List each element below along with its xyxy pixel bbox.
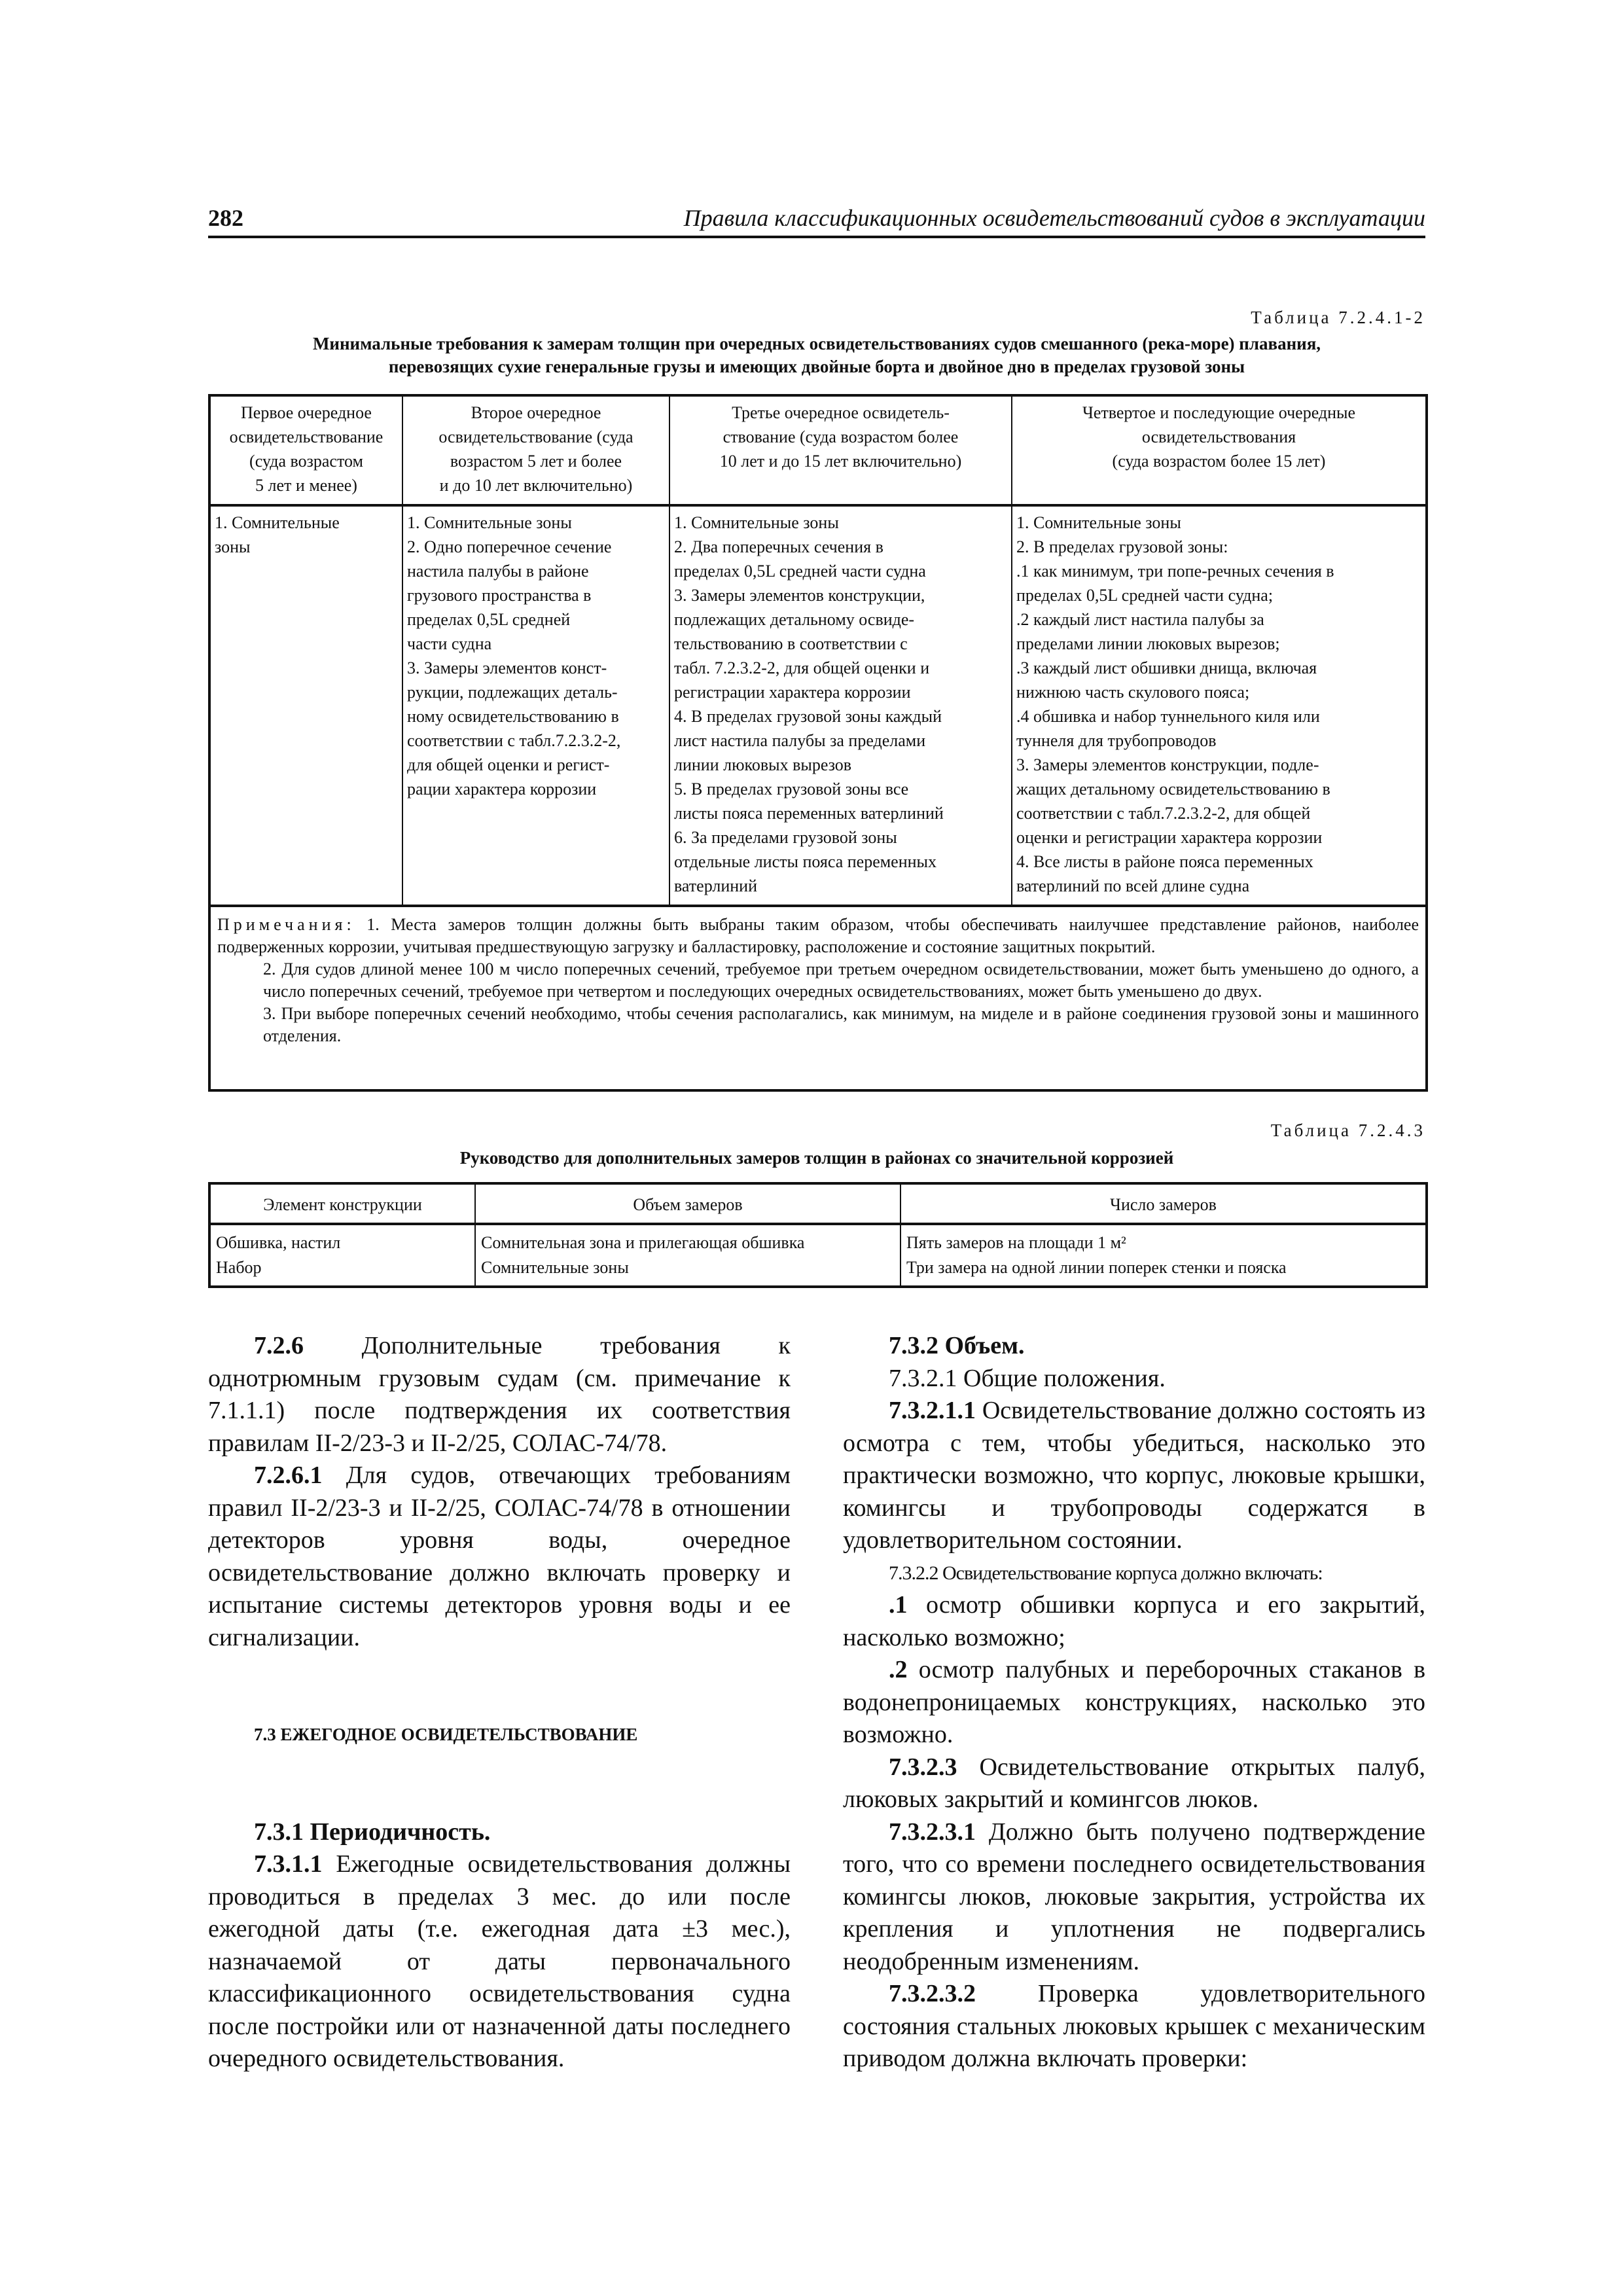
paragraph-7-2-6-1: 7.2.6.1 Для судов, отвечающих требованиям правил II-2/23-3 и II-2/25, СОЛАС-74/78 в отношении детекторов уровня воды, очередное освидетельствование должно включать проверку и испытание системы детекторов уровня воды и ее сигнализации. xyxy=(208,1462,791,1651)
table-notes xyxy=(209,906,1427,1090)
cell-line: отдельные листы пояса переменных xyxy=(674,852,937,871)
spacer xyxy=(208,1654,791,1719)
cell-line: листы пояса переменных ватерлиний xyxy=(674,804,944,823)
cell-line: .1 как минимум, три попе-речных сечения в xyxy=(1016,562,1334,581)
cell-line: для общей оценки и регист- xyxy=(407,755,610,774)
cell-line: и до 10 лет включительно) xyxy=(439,476,633,495)
cell-line: 10 лет и до 15 лет включительно) xyxy=(719,452,962,471)
cell-line: нижнюю часть скулового пояса; xyxy=(1016,683,1250,702)
cell-line: ствование (суда возрастом более xyxy=(722,427,959,446)
paragraph-item-1: .1 осмотр обшивки корпуса и его закрытий, насколько возможно; xyxy=(843,1591,1426,1651)
header-cell-second-survey xyxy=(402,395,669,505)
cell-line: 5 лет и менее) xyxy=(255,476,357,495)
cell-line: (суда возрастом более 15 лет) xyxy=(1112,452,1326,471)
cell-line: (суда возрастом xyxy=(249,452,363,471)
paragraph-7-3-2-3-2: 7.3.2.3.2 Проверка удовлетворительного состояния стальных люковых крышек с механическим приводом должна включать проверки: xyxy=(843,1980,1426,2072)
spacer xyxy=(208,1751,791,1816)
note-1: 1. Места замеров толщин должны быть выбраны таким образом, чтобы обеспечивать наилучшее представление районов, наиболее подверженных коррозии, учитывая предшествующую загрузку и балластировку, расположение и состояние защитных покрытий. xyxy=(217,915,1419,956)
cell-line: Сомнительные зоны xyxy=(481,1258,629,1277)
cell-line: Три замера на одной линии поперек стенки и пояска xyxy=(906,1258,1287,1277)
table-row xyxy=(209,1224,1427,1287)
cell-fourth-survey xyxy=(1012,505,1427,906)
table-header-row xyxy=(209,1183,1427,1224)
cell-line: пределами линии люковых вырезов; xyxy=(1016,634,1280,653)
cell-line: табл. 7.2.3.2-2, для общей оценки и xyxy=(674,658,930,677)
cell-line: пределах 0,5L средней части судна; xyxy=(1016,586,1274,605)
cell-line: Четвертое и последующие очередные xyxy=(1082,403,1356,422)
cell-line: подлежащих детальному освиде- xyxy=(674,610,915,629)
cell-line: 2. Одно поперечное сечение xyxy=(407,537,612,556)
cell-line: соответствии с табл.7.2.3.2-2, для общей xyxy=(1016,804,1311,823)
notes-row xyxy=(209,906,1427,1090)
right-text-column xyxy=(843,1330,1425,2075)
page-number: 282 xyxy=(208,205,243,231)
cell-line: пределах 0,5L средней части судна xyxy=(674,562,926,581)
table1-caption-line1: Минимальные требования к замерам толщин при очередных освидетельствованиях судов смешанного (река-море) плавания, xyxy=(312,334,1321,353)
running-title: Правила классификационных освидетельствований судов в эксплуатации xyxy=(683,205,1425,231)
cell-line: ватерлиний xyxy=(674,876,757,895)
header-measurement-count: Число замеров xyxy=(901,1183,1427,1224)
cell-line: зоны xyxy=(215,537,251,556)
cell-line: .4 обшивка и набор туннельного киля или xyxy=(1016,707,1320,726)
left-text-column xyxy=(208,1330,791,2075)
section-heading-annual-survey: 7.3 ЕЖЕГОДНОЕ ОСВИДЕТЕЛЬСТВОВАНИЕ xyxy=(254,1725,638,1744)
cell-line: 6. За пределами грузовой зоны xyxy=(674,828,897,847)
paragraph-7-3-1-1: 7.3.1.1 Ежегодные освидетельствования должны проводиться в пределах 3 мес. до или после ежегодной даты (т.е. ежегодная дата ±3 мес.), назначаемой от даты первоначального классификационного освидетельствования судна после постройки или от назначенной даты последнего очередного освидетельствования. xyxy=(208,1850,791,2072)
cell-line: 2. В пределах грузовой зоны: xyxy=(1016,537,1228,556)
cell-structural-elements xyxy=(209,1224,475,1287)
header-cell-fourth-survey xyxy=(1012,395,1427,505)
paragraph-7-3-2-3-1: 7.3.2.3.1 Должно быть получено подтверждение того, что со времени последнего освидетельствования комингсы люков, люковые закрытия, устройства их крепления и уплотнения не подвергались неодобренным изменениям. xyxy=(843,1818,1425,1975)
paragraph-7-3-2: 7.3.2 Объем. xyxy=(889,1332,1025,1359)
page-header xyxy=(208,202,1425,238)
cell-line: 1. Сомнительные зоны xyxy=(674,513,839,532)
table1-caption-line2: перевозящих сухие генеральные грузы и имеющих двойные борта и двойное дно в пределах грузовой зоны xyxy=(388,357,1245,376)
paragraph-7-3-1: 7.3.1 Периодичность. xyxy=(254,1818,491,1846)
paragraph-7-3-2-1-1: 7.3.2.1.1 Освидетельствование должно состоять из осмотра с тем, чтобы убедиться, насколько это практически возможно, что корпус, люковые крышки, комингсы и трубопроводы содержатся в удовлетворительном состоянии. xyxy=(843,1397,1426,1554)
cell-line: Второе очередное xyxy=(471,403,601,422)
table2-label: Таблица 7.2.4.3 xyxy=(1270,1121,1425,1140)
paragraph-item-2: .2 осмотр палубных и переборочных стаканов в водонепроницаемых конструкциях, насколько это возможно. xyxy=(843,1656,1426,1748)
cell-line: 1. Сомнительные xyxy=(215,513,340,532)
cell-line: ному освидетельствованию в xyxy=(407,707,619,726)
cell-line: 3. Замеры элементов конст- xyxy=(407,658,607,677)
cell-line: Сомнительная зона и прилегающая обшивка xyxy=(481,1233,805,1252)
table1-label: Таблица 7.2.4.1-2 xyxy=(1251,308,1425,327)
cell-measurement-counts xyxy=(901,1224,1427,1287)
cell-line: 1. Сомнительные зоны xyxy=(1016,513,1181,532)
paragraph-7-3-2-3: 7.3.2.3 Освидетельствование открытых палуб, люковых закрытий и комингсов люков. xyxy=(843,1753,1426,1813)
additional-measurements-table xyxy=(208,1182,1428,1288)
cell-line: тельствованию в соответствии с xyxy=(674,634,908,653)
cell-line: туннеля для трубопроводов xyxy=(1016,731,1217,750)
cell-line: .3 каждый лист обшивки днища, включая xyxy=(1016,658,1317,677)
header-structural-element: Элемент конструкции xyxy=(209,1183,475,1224)
cell-line: 2. Два поперечных сечения в xyxy=(674,537,883,556)
cell-line: рукции, подлежащих деталь- xyxy=(407,683,618,702)
cell-line: 3. Замеры элементов конструкции, подле- xyxy=(1016,755,1319,774)
cell-line: 4. Все листы в районе пояса переменных xyxy=(1016,852,1313,871)
table-row xyxy=(209,505,1427,906)
cell-line: жащих детальному освидетельствованию в xyxy=(1016,780,1330,798)
cell-line: пределах 0,5L средней xyxy=(407,610,571,629)
cell-line: .2 каждый лист настила палубы за xyxy=(1016,610,1264,629)
cell-line: настила палубы в районе xyxy=(407,562,589,581)
cell-line: освидетельствование xyxy=(229,427,383,446)
cell-line: части судна xyxy=(407,634,492,653)
cell-third-survey xyxy=(669,505,1012,906)
cell-line: Набор xyxy=(216,1258,262,1277)
cell-line: рации характера коррозии xyxy=(407,780,597,798)
notes-label: Примечания: xyxy=(217,915,355,934)
header-measurement-scope: Объем замеров xyxy=(475,1183,901,1224)
cell-line: грузового пространства в xyxy=(407,586,592,605)
note-3: 3. При выборе поперечных сечений необходимо, чтобы сечения располагались, как минимум, на миделе и в районе соединения грузовой зоны и машинного отделения. xyxy=(263,1004,1419,1045)
cell-line: Пять замеров на площади 1 м² xyxy=(906,1233,1126,1252)
cell-line: лист настила палубы за пределами xyxy=(674,731,926,750)
paragraph-7-3-2-2: 7.3.2.2 Освидетельствование корпуса должно включать: xyxy=(889,1562,1323,1584)
cell-line: возрастом 5 лет и более xyxy=(450,452,622,471)
paragraph-7-3-2-1: 7.3.2.1 Общие положения. xyxy=(889,1364,1166,1392)
cell-first-survey xyxy=(209,505,402,906)
header-cell-third-survey xyxy=(669,395,1012,505)
thickness-requirements-table xyxy=(208,394,1428,1092)
cell-measurement-scopes xyxy=(475,1224,901,1287)
cell-line: Третье очередное освидетель- xyxy=(732,403,950,422)
cell-line: 4. В пределах грузовой зоны каждый xyxy=(674,707,942,726)
cell-line: оценки и регистрации характера коррозии xyxy=(1016,828,1323,847)
cell-line: ватерлиний по всей длине судна xyxy=(1016,876,1250,895)
cell-line: соответствии с табл.7.2.3.2-2, xyxy=(407,731,621,750)
cell-line: Обшивка, настил xyxy=(216,1233,341,1252)
note-2: 2. Для судов длиной менее 100 м число поперечных сечений, требуемое при третьем очередном освидетельствовании, может быть уменьшено до одного, а число поперечных сечений, требуемое при четвертом и последующих очередных освидетельствованиях, может быть уменьшено до двух. xyxy=(263,960,1419,1001)
cell-line: регистрации характера коррозии xyxy=(674,683,911,702)
cell-line: линии люковых вырезов xyxy=(674,755,852,774)
table2-caption: Руководство для дополнительных замеров толщин в районах со значительной коррозией xyxy=(459,1148,1174,1168)
cell-line: Первое очередное xyxy=(241,403,372,422)
paragraph-7-2-6: 7.2.6 Дополнительные требования к однотрюмным грузовым судам (см. примечание к 7.1.1.1) после подтверждения их соответствия правилам II-2/23-3 и II-2/25, СОЛАС-74/78. xyxy=(208,1332,791,1457)
cell-line: 5. В пределах грузовой зоны все xyxy=(674,780,909,798)
table-header-row xyxy=(209,395,1427,505)
cell-line: освидетельствование (суда xyxy=(438,427,633,446)
cell-line: освидетельствования xyxy=(1141,427,1296,446)
cell-second-survey xyxy=(402,505,669,906)
cell-line: 1. Сомнительные зоны xyxy=(407,513,572,532)
table1-caption xyxy=(208,332,1425,378)
cell-line: 3. Замеры элементов конструкции, xyxy=(674,586,925,605)
header-cell-first-survey xyxy=(209,395,402,505)
